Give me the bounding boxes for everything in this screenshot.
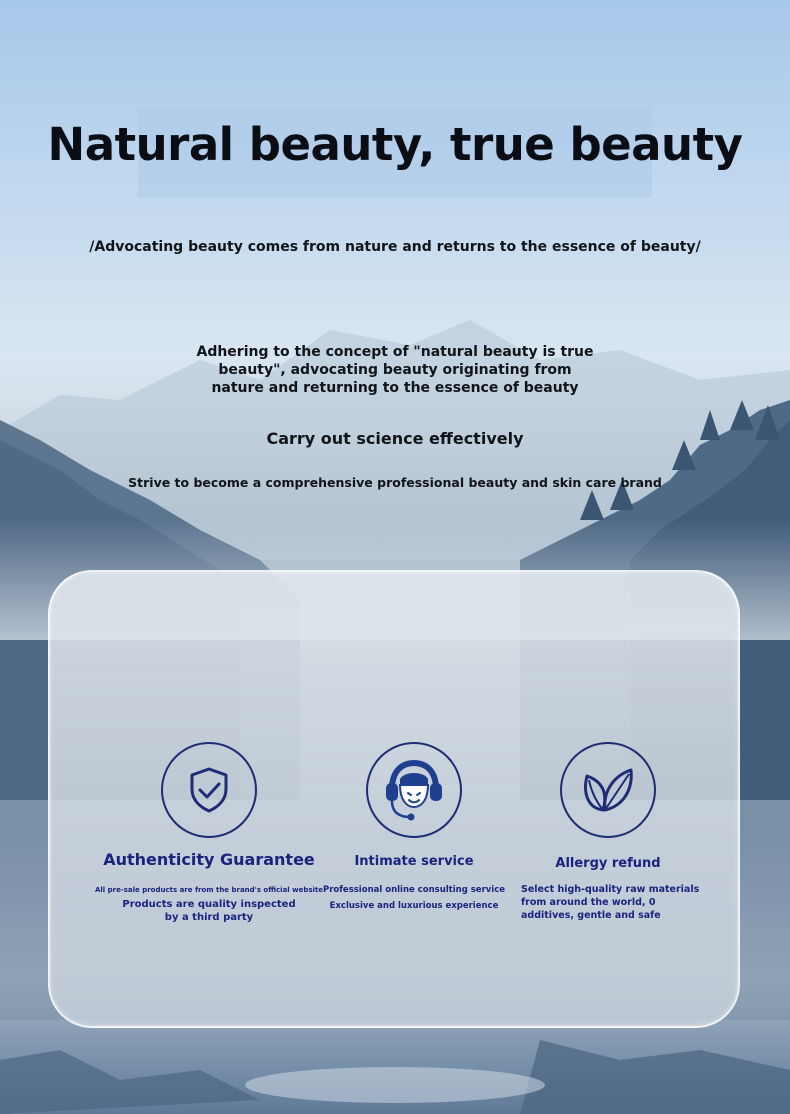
feature-line: Exclusive and luxurious experience [329,901,499,911]
feature-title: Intimate service [354,854,474,869]
concept-statement: Adhering to the concept of "natural beauty is true beauty", advocating beauty originating from nature and returning to the essence of beauty [196,344,594,396]
science-heading: Carry out science effectively [266,429,524,448]
feature-title: Authenticity Guarantee [103,850,315,869]
feature-line: All pre-sale products are from the brand's official website [94,886,324,894]
leaves-icon [560,742,656,838]
feature-line: Professional online consulting service [322,885,506,895]
feature-line: Select high-quality raw materials from around the world, 0 additives, gentle and safe [521,884,700,921]
feature-service [322,742,506,911]
feature-authenticity [86,742,332,924]
headset-support-icon [366,742,462,838]
feature-title: Allergy refund [555,856,661,871]
tagline: /Advocating beauty comes from nature and returns to the essence of beauty/ [89,239,701,255]
feature-line: Products are quality inspected by a third party [122,899,296,923]
feature-allergy-refund [508,742,708,922]
page-title: Natural beauty, true beauty [47,118,743,171]
shield-check-icon [161,742,257,838]
mission-statement: Strive to become a comprehensive professional beauty and skin care brand [128,475,662,490]
